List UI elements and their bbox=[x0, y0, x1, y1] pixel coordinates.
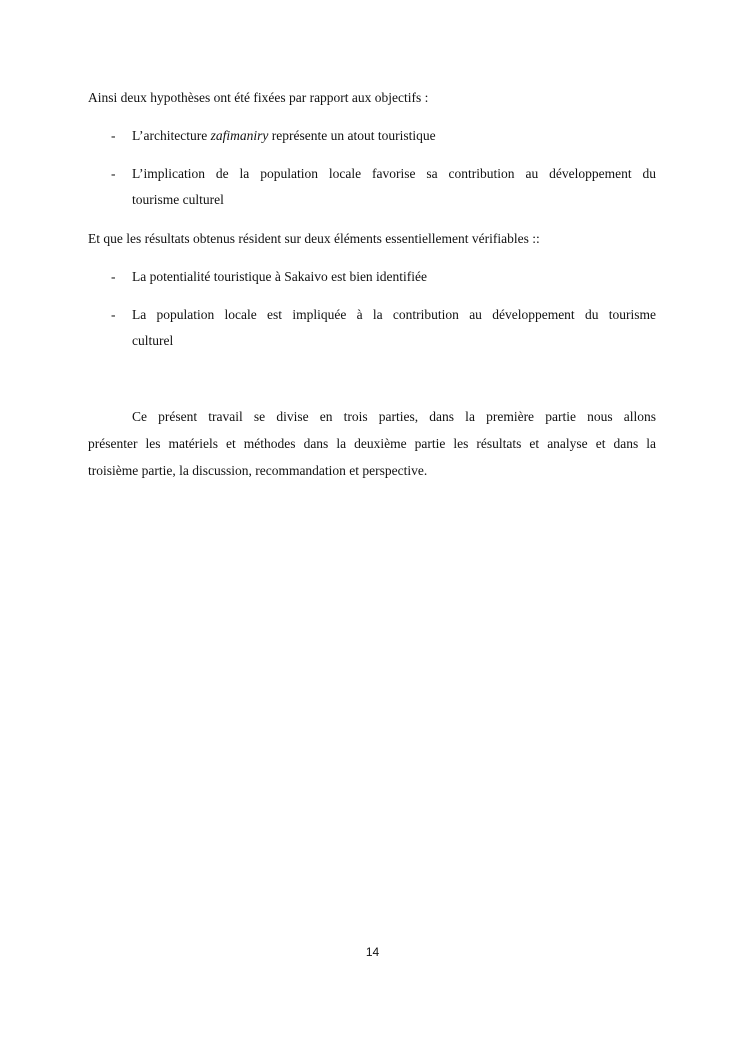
bullet-marker: - bbox=[111, 166, 116, 181]
hypothesis-2-line-2: tourisme culturel bbox=[132, 192, 224, 207]
result-item-1: La potentialité touristique à Sakaivo est bien identifiée bbox=[132, 269, 428, 284]
bullet-marker: - bbox=[111, 269, 116, 284]
hypothesis-item-1 bbox=[132, 126, 436, 146]
result-2-line-2: culturel bbox=[132, 333, 174, 348]
hypothesis-1-text-before: L’architecture bbox=[132, 128, 211, 143]
plan-paragraph-line-2: présenter les matériels et méthodes dans la deuxième partie les résultats et analyse et dans la bbox=[88, 436, 656, 451]
hypotheses-intro: Ainsi deux hypothèses ont été fixées par rapport aux objectifs : bbox=[88, 90, 429, 105]
result-2-line-1: La population locale est impliquée à la contribution au développement du tourisme bbox=[132, 307, 656, 322]
bullet-marker: - bbox=[111, 128, 116, 143]
results-intro: Et que les résultats obtenus résident sur deux éléments essentiellement vérifiables :: bbox=[88, 231, 540, 246]
bullet-marker: - bbox=[111, 307, 116, 322]
plan-paragraph-line-3: troisième partie, la discussion, recommandation et perspective. bbox=[88, 463, 428, 478]
page-number: 14 bbox=[365, 945, 380, 959]
hypothesis-2-line-1: L’implication de la population locale favorise sa contribution au développement du bbox=[132, 166, 656, 181]
hypothesis-1-text-after: représente un atout touristique bbox=[268, 128, 436, 143]
plan-paragraph-line-1: Ce présent travail se divise en trois parties, dans la première partie nous allons bbox=[132, 409, 656, 424]
hypothesis-1-italic-term: zafimaniry bbox=[210, 128, 269, 143]
